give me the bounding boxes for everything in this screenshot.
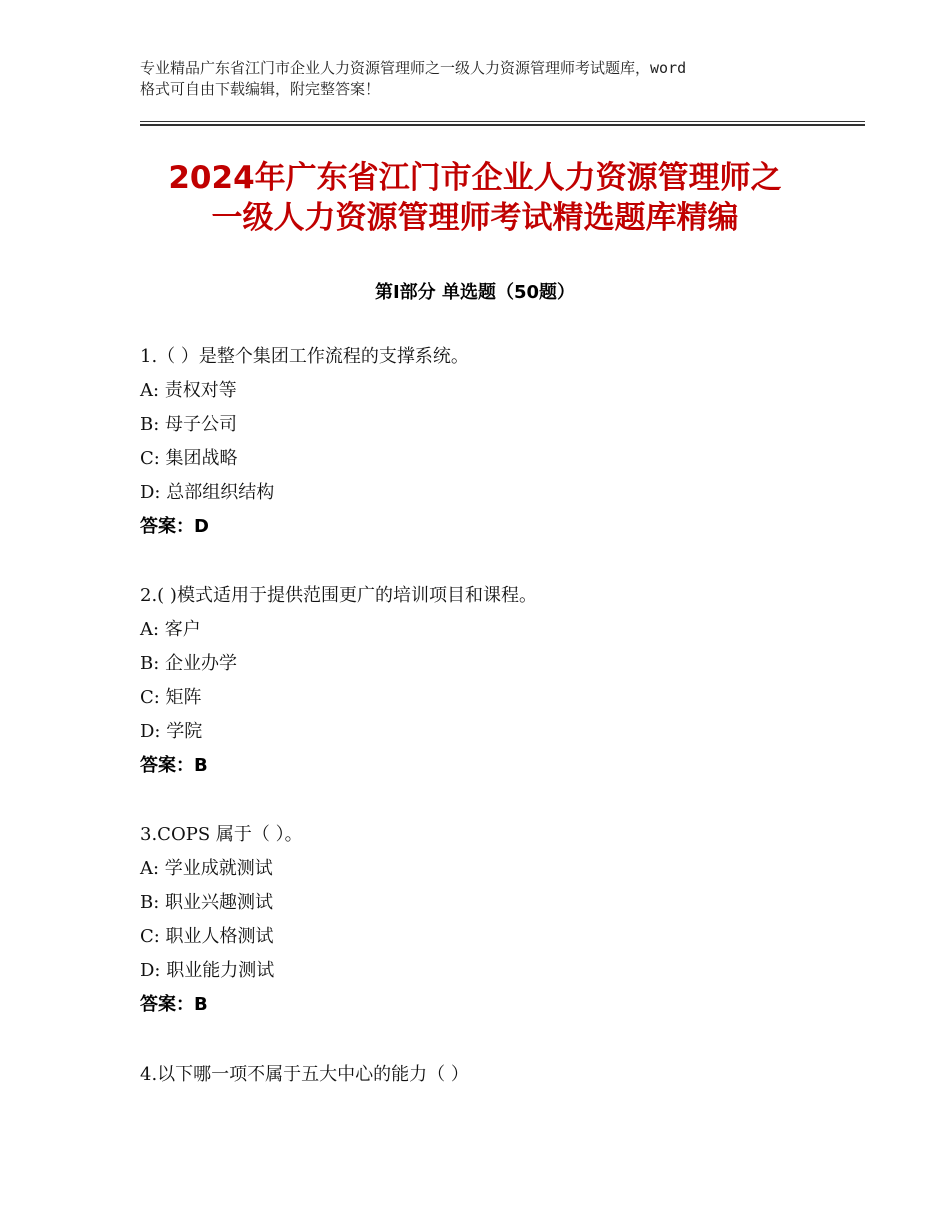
question-block <box>140 1058 860 1092</box>
option-a: A: 责权对等 <box>140 380 237 401</box>
option-b: B: 职业兴趣测试 <box>140 892 274 913</box>
document-title-line-2: 一级人力资源管理师考试精选题库精编 <box>211 200 739 236</box>
option-c: C: 集团战略 <box>140 448 238 469</box>
question-block <box>140 340 860 544</box>
option-d: D: 总部组织结构 <box>140 482 275 503</box>
question-stem: 3.COPS 属于（ ）。 <box>140 824 303 845</box>
answer-key: 答案：B <box>140 755 208 776</box>
option-a: A: 学业成就测试 <box>140 858 273 879</box>
answer-key: 答案：D <box>140 516 209 537</box>
document-title-line-1: 2024年广东省江门市企业人力资源管理师之 <box>168 160 782 196</box>
header-divider-thin <box>140 121 865 122</box>
section-heading: 第Ⅰ部分 单选题（50题） <box>374 282 575 303</box>
answer-key: 答案：B <box>140 994 208 1015</box>
document-title <box>80 158 870 238</box>
header-note-line-2: 格式可自由下载编辑，附完整答案！ <box>140 80 381 98</box>
question-block <box>140 579 860 783</box>
option-b: B: 母子公司 <box>140 414 238 435</box>
option-b: B: 企业办学 <box>140 653 238 674</box>
header-divider-thick <box>140 124 865 126</box>
option-d: D: 学院 <box>140 721 203 742</box>
option-d: D: 职业能力测试 <box>140 960 275 981</box>
question-stem: 1.（ ）是整个集团工作流程的支撑系统。 <box>140 346 469 367</box>
option-c: C: 职业人格测试 <box>140 926 274 947</box>
question-block <box>140 818 860 1022</box>
header-note <box>140 58 830 100</box>
question-stem: 4.以下哪一项不属于五大中心的能力（ ） <box>140 1064 469 1085</box>
question-stem: 2.( )模式适用于提供范围更广的培训项目和课程。 <box>140 585 537 606</box>
header-note-line-1: 专业精品广东省江门市企业人力资源管理师之一级人力资源管理师考试题库，word <box>140 59 687 77</box>
option-c: C: 矩阵 <box>140 687 202 708</box>
option-a: A: 客户 <box>140 619 201 640</box>
